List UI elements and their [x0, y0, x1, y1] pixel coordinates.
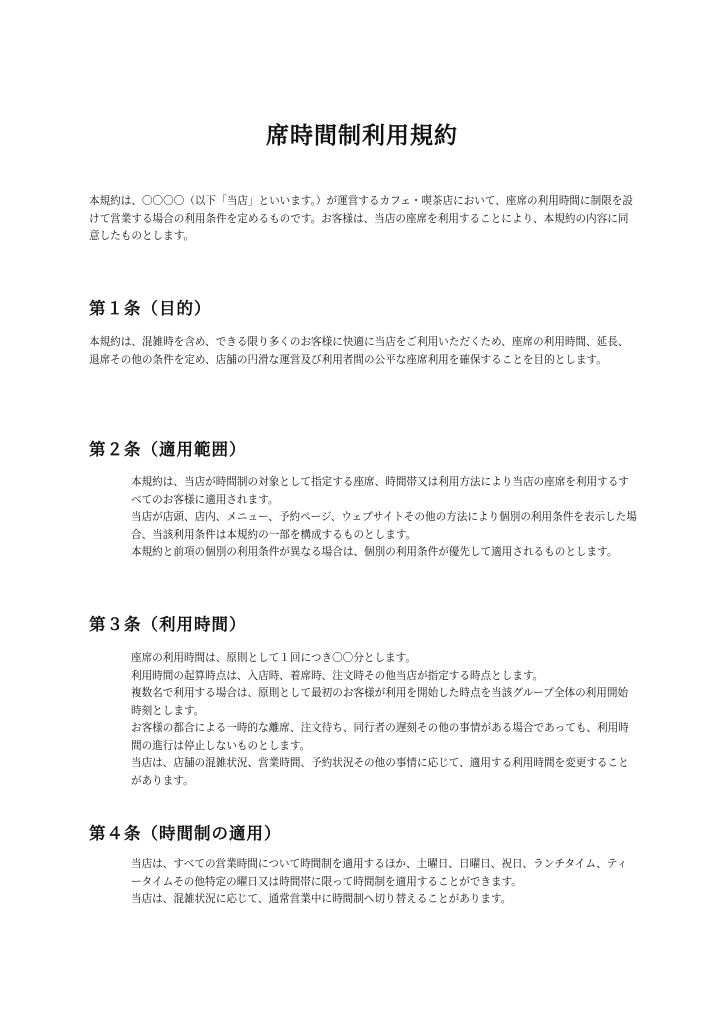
article-2-body	[131, 474, 637, 562]
article-3-paragraph-3: 複数名で利用する場合は、原則として最初のお客様が利用を開始した時点を当該グループ全体の利用開始時刻とします。	[131, 687, 629, 717]
article-3-paragraph-4: お客様の都合による一時的な離席、注文待ち、同行者の遅刻その他の事情がある場合であっても、利用時間の進行は停止しないものとします。	[131, 722, 629, 752]
article-3-paragraph-1: 座席の利用時間は、原則として１回につき〇〇分とします。	[131, 652, 416, 664]
intro-paragraph: 本規約は、〇〇〇〇（以下「当店」といいます。）が運営するカフェ・喫茶店において、座席の利用時間に制限を設けて営業する場合の利用条件を定めるものです。お客様は、当店の座席を利用することにより、本規約の内容に同意したものとします。	[89, 195, 633, 242]
article-2-paragraph-2: 当店が店頭、店内、メニュー、予約ページ、ウェブサイトその他の方法により個別の利用条件を表示した場合、当該利用条件は本規約の一部を構成するものとします。	[131, 511, 637, 541]
article-1-paragraph-1: 本規約は、混雑時を含め、できる限り多くのお客様に快適に当店をご利用いただくため、座席の利用時間、延長、退席その他の条件を定め、店舗の円滑な運営及び利用者間の公平な座席利用を確保することを目的とします。	[89, 336, 629, 366]
article-1-body	[89, 334, 637, 369]
article-2-heading: 第２条（適用範囲）	[89, 440, 247, 459]
article-2-paragraph-3: 本規約と前項の個別の利用条件が異なる場合は、個別の利用条件が優先して適用されるものとします。	[131, 546, 618, 558]
article-3-paragraph-2: 利用時間の起算時点は、入店時、着席時、注文時その他当店が指定する時点とします。	[131, 669, 544, 682]
article-1-heading: 第１条（目的）	[89, 299, 212, 318]
article-3-heading: 第３条（利用時間）	[89, 615, 247, 634]
article-2-paragraph-1: 本規約は、当店が時間制の対象として指定する座席、時間帯又は利用方法により当店の座席を利用するすべてのお客様に適用されます。	[131, 476, 629, 506]
article-3-body	[131, 650, 637, 790]
article-4-heading: 第４条（時間制の適用）	[89, 824, 282, 843]
document-title: 席時間制利用規約	[266, 123, 458, 149]
article-4-paragraph-1: 当店は、すべての営業時間について時間制を適用するほか、土曜日、日曜日、祝日、ランチタイム、ティータイムその他特定の曜日又は時間帯に限って時間制を適用することができます。	[131, 858, 628, 888]
article-4-paragraph-2: 当店は、混雑状況に応じて、通常営業中に時間制へ切り替えることがあります。	[131, 893, 512, 905]
article-4-body	[131, 856, 637, 909]
article-3-paragraph-5: 当店は、店舗の混雑状況、営業時間、予約状況その他の事情に応じて、適用する利用時間を変更することがあります。	[131, 757, 629, 787]
